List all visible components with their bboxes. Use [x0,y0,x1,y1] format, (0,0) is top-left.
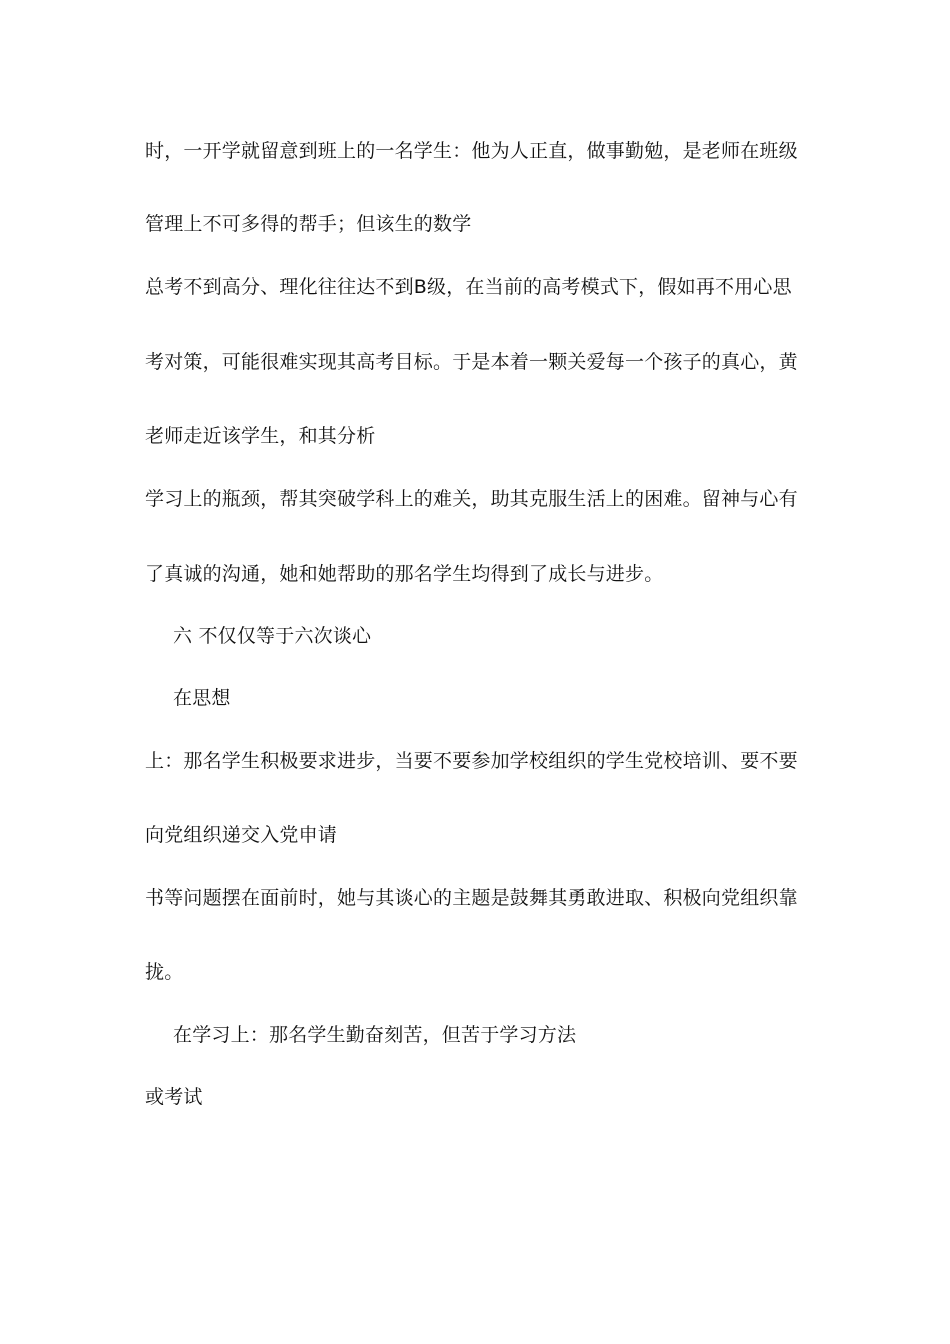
text-line: 总考不到高分、理化往往达不到B级，在当前的高考模式下，假如再不用心思 [145,276,792,298]
text-line: 在思想 [173,687,231,709]
text-line: 老师走近该学生，和其分析 [145,425,376,447]
text-line: 在学习上：那名学生勤奋刻苦，但苦于学习方法 [173,1024,577,1046]
text-line: 或考试 [145,1086,203,1108]
text-line: 书等问题摆在面前时，她与其谈心的主题是鼓舞其勇敢进取、积极向党组织靠 [145,887,798,909]
text-line: 向党组织递交入党申请 [145,824,338,846]
text-line: 拢。 [145,961,184,983]
text-line: 管理上不可多得的帮手；但该生的数学 [145,213,472,235]
text-line: 上：那名学生积极要求进步，当要不要参加学校组织的学生党校培训、要不要 [145,750,798,772]
text-line: 时，一开学就留意到班上的一名学生：他为人正直，做事勤勉，是老师在班级 [145,140,798,162]
text-line: 了真诚的沟通，她和她帮助的那名学生均得到了成长与进步。 [145,563,664,585]
section-heading: 六 不仅仅等于六次谈心 [173,625,372,647]
text-line: 学习上的瓶颈，帮其突破学科上的难关，助其克服生活上的困难。留神与心有 [145,488,798,510]
text-line: 考对策，可能很难实现其高考目标。于是本着一颗关爱每一个孩子的真心，黄 [145,351,798,373]
